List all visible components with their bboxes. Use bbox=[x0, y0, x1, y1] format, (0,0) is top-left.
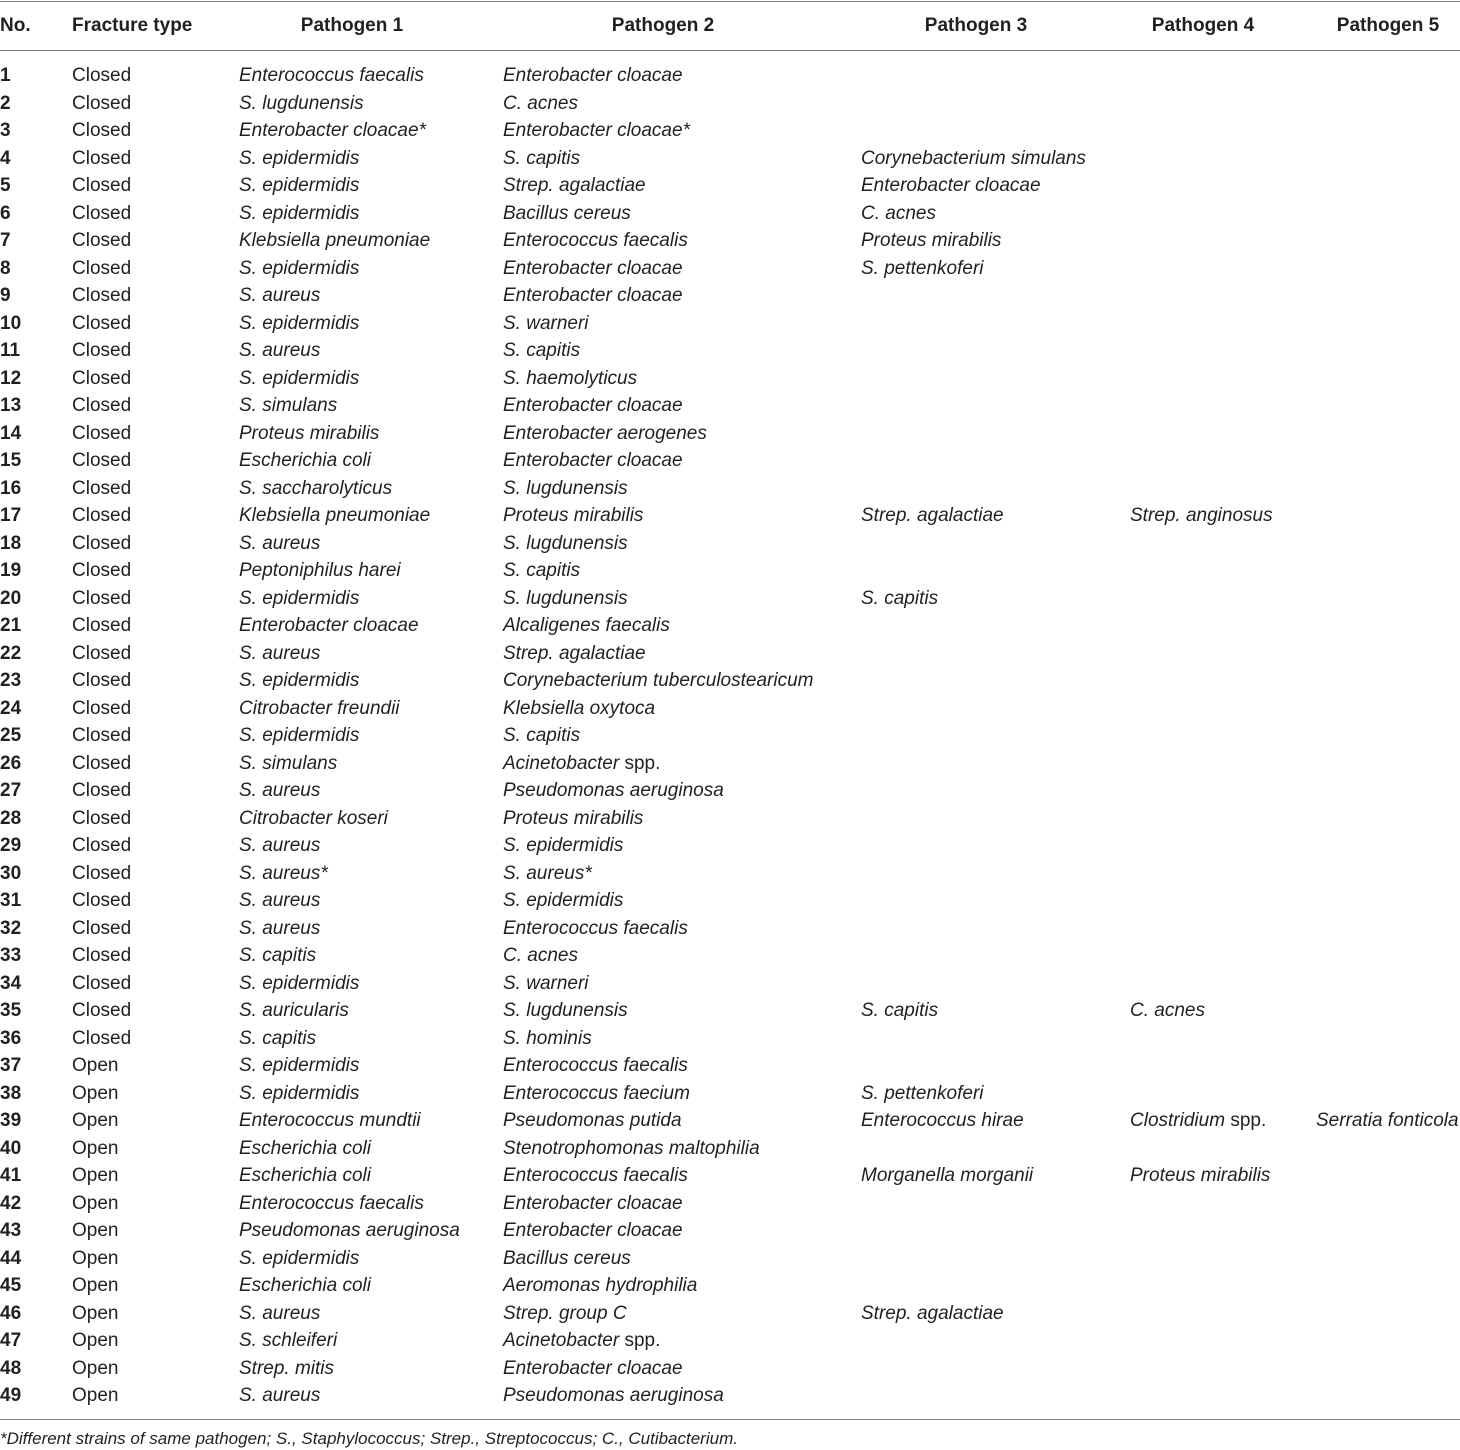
cell-pathogen-1: S. aureus bbox=[239, 917, 321, 939]
header-fracture-type: Fracture type bbox=[72, 15, 193, 36]
table-header bbox=[0, 0, 1460, 52]
cell-row-number: 32 bbox=[0, 917, 22, 939]
cell-pathogen-2: Enterococcus faecalis bbox=[503, 230, 688, 251]
table-row bbox=[0, 337, 1460, 365]
cell-pathogen-1: S. epidermidis bbox=[239, 1055, 360, 1076]
cell-row-number: 13 bbox=[0, 395, 22, 416]
table-row bbox=[0, 612, 1460, 640]
cell-fracture-type: Closed bbox=[72, 642, 132, 664]
table-row bbox=[0, 997, 1460, 1025]
cell-pathogen-2: S. warneri bbox=[503, 972, 589, 994]
cell-pathogen-2: S. hominis bbox=[503, 1027, 592, 1049]
cell-pathogen-1: S. aureus bbox=[239, 835, 321, 856]
cell-fracture-type: Closed bbox=[72, 835, 132, 856]
cell-pathogen-2: C. acnes bbox=[503, 92, 578, 114]
cell-row-number: 18 bbox=[0, 532, 22, 554]
cell-pathogen-2: Klebsiella oxytoca bbox=[503, 697, 656, 719]
cell-pathogen-1: Enterococcus faecalis bbox=[239, 65, 424, 86]
cell-pathogen-2: Enterococcus faecalis bbox=[503, 917, 688, 939]
cell-pathogen-1: Klebsiella pneumoniae bbox=[239, 505, 431, 526]
cell-pathogen-1: S. epidermidis bbox=[239, 175, 360, 196]
cell-pathogen-3: Enterococcus hirae bbox=[861, 1110, 1024, 1131]
table-row bbox=[0, 1355, 1460, 1383]
cell-fracture-type: Closed bbox=[72, 312, 132, 334]
cell-pathogen-1: S. aureus bbox=[239, 1302, 321, 1324]
cell-fracture-type: Open bbox=[72, 1165, 119, 1186]
cell-fracture-type: Closed bbox=[72, 560, 132, 581]
cell-pathogen-1: S. epidermidis bbox=[239, 147, 360, 169]
cell-fracture-type: Open bbox=[72, 1275, 119, 1296]
table-row bbox=[0, 392, 1460, 420]
cell-pathogen-2: C. acnes bbox=[503, 945, 578, 966]
cell-pathogen-1: Pseudomonas aeruginosa bbox=[239, 1220, 460, 1241]
cell-pathogen-2: Enterococcus faecalis bbox=[503, 1165, 688, 1186]
cell-fracture-type: Closed bbox=[72, 285, 132, 306]
cell-pathogen-2: Bacillus cereus bbox=[503, 202, 631, 224]
cell-pathogen-1: Escherichia coli bbox=[239, 1165, 371, 1186]
cell-pathogen-2: Strep. agalactiae bbox=[503, 642, 646, 664]
cell-pathogen-2: S. capitis bbox=[503, 340, 581, 361]
cell-fracture-type: Closed bbox=[72, 780, 132, 801]
cell-pathogen-1: S. epidermidis bbox=[239, 725, 360, 746]
cell-pathogen-1: S. aureus bbox=[239, 340, 321, 361]
cell-pathogen-1: S. schleiferi bbox=[239, 1330, 338, 1351]
cell-row-number: 10 bbox=[0, 312, 22, 334]
cell-pathogen-2: Enterobacter cloacae bbox=[503, 395, 683, 416]
table-row bbox=[0, 62, 1460, 90]
cell-row-number: 49 bbox=[0, 1385, 22, 1406]
cell-fracture-type: Closed bbox=[72, 972, 132, 994]
cell-pathogen-1: Citrobacter freundii bbox=[239, 697, 400, 719]
header-pathogen-1: Pathogen 1 bbox=[300, 15, 404, 36]
cell-pathogen-1: S. epidermidis bbox=[239, 587, 360, 609]
cell-pathogen-1: S. lugdunensis bbox=[239, 92, 364, 114]
header-no: No. bbox=[0, 15, 31, 36]
table-row bbox=[0, 90, 1460, 118]
cell-row-number: 6 bbox=[0, 202, 11, 224]
cell-fracture-type: Closed bbox=[72, 230, 132, 251]
cell-row-number: 28 bbox=[0, 807, 22, 829]
cell-row-number: 44 bbox=[0, 1247, 22, 1269]
table-row bbox=[0, 695, 1460, 723]
cell-pathogen-2: Enterococcus faecalis bbox=[503, 1055, 688, 1076]
cell-pathogen-1: S. epidermidis bbox=[239, 367, 360, 389]
cell-pathogen-2: S. warneri bbox=[503, 312, 589, 334]
cell-fracture-type: Closed bbox=[72, 917, 132, 939]
cell-fracture-type: Closed bbox=[72, 92, 132, 114]
cell-pathogen-1: S. aureus bbox=[239, 1385, 321, 1406]
cell-pathogen-2: Stenotrophomonas maltophilia bbox=[503, 1137, 760, 1159]
cell-pathogen-3: Proteus mirabilis bbox=[861, 230, 1002, 251]
cell-fracture-type: Closed bbox=[72, 862, 132, 884]
cell-pathogen-2: Pseudomonas aeruginosa bbox=[503, 780, 724, 801]
header-pathogen-4: Pathogen 4 bbox=[1151, 15, 1255, 36]
cell-row-number: 5 bbox=[0, 175, 11, 196]
table-row bbox=[0, 310, 1460, 338]
cell-row-number: 45 bbox=[0, 1275, 22, 1296]
table-row bbox=[0, 282, 1460, 310]
cell-pathogen-2: Strep. agalactiae bbox=[503, 175, 646, 196]
cell-pathogen-2: S. capitis bbox=[503, 725, 581, 746]
cell-pathogen-1: Klebsiella pneumoniae bbox=[239, 230, 431, 251]
table-row bbox=[0, 722, 1460, 750]
cell-row-number: 27 bbox=[0, 780, 22, 801]
table-row bbox=[0, 447, 1460, 475]
cell-pathogen-3: Corynebacterium simulans bbox=[861, 147, 1086, 169]
cell-fracture-type: Closed bbox=[72, 395, 132, 416]
cell-pathogen-1: S. epidermidis bbox=[239, 257, 360, 279]
table-row bbox=[0, 1217, 1460, 1245]
cell-fracture-type: Closed bbox=[72, 615, 132, 636]
header-pathogen-2: Pathogen 2 bbox=[611, 15, 715, 36]
cell-pathogen-1: Escherichia coli bbox=[239, 1137, 371, 1159]
cell-pathogen-2: Proteus mirabilis bbox=[503, 505, 644, 526]
cell-row-number: 19 bbox=[0, 560, 22, 581]
cell-pathogen-1: S. epidermidis bbox=[239, 1247, 360, 1269]
cell-pathogen-1: Escherichia coli bbox=[239, 450, 371, 471]
cell-fracture-type: Closed bbox=[72, 450, 132, 471]
cell-pathogen-2: Strep. group C bbox=[503, 1302, 627, 1324]
cell-fracture-type: Closed bbox=[72, 202, 132, 224]
cell-pathogen-2: Pseudomonas aeruginosa bbox=[503, 1385, 724, 1406]
cell-pathogen-3: Strep. agalactiae bbox=[861, 505, 1004, 526]
table-row bbox=[0, 1327, 1460, 1355]
header-pathogen-5: Pathogen 5 bbox=[1336, 15, 1440, 36]
cell-pathogen-1: S. aureus bbox=[239, 780, 321, 801]
cell-pathogen-1: S. aureus bbox=[239, 285, 321, 306]
cell-pathogen-2: Enterobacter cloacae bbox=[503, 1220, 683, 1241]
cell-fracture-type: Closed bbox=[72, 752, 132, 774]
cell-row-number: 35 bbox=[0, 1000, 22, 1021]
cell-fracture-type: Closed bbox=[72, 890, 132, 911]
cell-row-number: 48 bbox=[0, 1357, 22, 1379]
table-row bbox=[0, 227, 1460, 255]
cell-pathogen-1: Proteus mirabilis bbox=[239, 422, 380, 444]
cell-pathogen-2: Enterobacter cloacae bbox=[503, 285, 683, 306]
table-row bbox=[0, 255, 1460, 283]
table-row bbox=[0, 1272, 1460, 1300]
cell-pathogen-2: S. capitis bbox=[503, 560, 581, 581]
cell-row-number: 39 bbox=[0, 1110, 22, 1131]
cell-fracture-type: Open bbox=[72, 1055, 119, 1076]
cell-pathogen-2: S. lugdunensis bbox=[503, 1000, 628, 1021]
cell-fracture-type: Open bbox=[72, 1385, 119, 1406]
cell-pathogen-1: S. saccharolyticus bbox=[239, 477, 393, 499]
cell-row-number: 16 bbox=[0, 477, 22, 499]
cell-pathogen-4: C. acnes bbox=[1130, 1000, 1205, 1021]
cell-pathogen-2: S. lugdunensis bbox=[503, 587, 628, 609]
cell-pathogen-2: Acinetobacter spp. bbox=[503, 752, 661, 774]
cell-pathogen-1: Enterobacter cloacae* bbox=[239, 120, 426, 141]
cell-pathogen-1: Strep. mitis bbox=[239, 1357, 335, 1379]
table-row bbox=[0, 365, 1460, 393]
table-row bbox=[0, 777, 1460, 805]
cell-pathogen-2: Acinetobacter spp. bbox=[503, 1330, 661, 1351]
cell-pathogen-2: Enterobacter cloacae* bbox=[503, 120, 690, 141]
cell-pathogen-1: S. epidermidis bbox=[239, 312, 360, 334]
table-row bbox=[0, 200, 1460, 228]
table-row bbox=[0, 420, 1460, 448]
table-row bbox=[0, 1135, 1460, 1163]
cell-pathogen-3: S. pettenkoferi bbox=[861, 257, 984, 279]
cell-fracture-type: Open bbox=[72, 1247, 119, 1269]
cell-pathogen-2: S. lugdunensis bbox=[503, 477, 628, 499]
cell-pathogen-2: S. epidermidis bbox=[503, 890, 624, 911]
table-row bbox=[0, 942, 1460, 970]
cell-pathogen-3: S. capitis bbox=[861, 1000, 939, 1021]
table-row bbox=[0, 1245, 1460, 1273]
cell-row-number: 31 bbox=[0, 890, 22, 911]
cell-pathogen-2: Enterobacter cloacae bbox=[503, 1192, 683, 1214]
cell-pathogen-1: S. aureus bbox=[239, 642, 321, 664]
cell-row-number: 26 bbox=[0, 752, 22, 774]
cell-pathogen-3: S. pettenkoferi bbox=[861, 1082, 984, 1104]
cell-pathogen-2: Aeromonas hydrophilia bbox=[503, 1275, 698, 1296]
cell-fracture-type: Closed bbox=[72, 477, 132, 499]
table-row bbox=[0, 750, 1460, 778]
cell-row-number: 15 bbox=[0, 450, 22, 471]
cell-fracture-type: Open bbox=[72, 1082, 119, 1104]
cell-pathogen-2: Pseudomonas putida bbox=[503, 1110, 682, 1131]
cell-pathogen-2: Proteus mirabilis bbox=[503, 807, 644, 829]
cell-pathogen-1: S. aureus* bbox=[239, 862, 328, 884]
cell-row-number: 24 bbox=[0, 697, 22, 719]
cell-pathogen-3: Enterobacter cloacae bbox=[861, 175, 1041, 196]
cell-pathogen-1: S. capitis bbox=[239, 945, 317, 966]
table-row bbox=[0, 1025, 1460, 1053]
cell-pathogen-2: Enterobacter cloacae bbox=[503, 1357, 683, 1379]
cell-fracture-type: Open bbox=[72, 1137, 119, 1159]
cell-pathogen-2: S. haemolyticus bbox=[503, 367, 638, 389]
table-bottom-rule bbox=[0, 1419, 1460, 1420]
cell-row-number: 21 bbox=[0, 615, 22, 636]
cell-pathogen-1: S. epidermidis bbox=[239, 1082, 360, 1104]
cell-row-number: 34 bbox=[0, 972, 22, 994]
cell-pathogen-4: Clostridium spp. bbox=[1130, 1110, 1267, 1131]
table-row bbox=[0, 117, 1460, 145]
cell-row-number: 17 bbox=[0, 505, 22, 526]
cell-pathogen-1: S. aureus bbox=[239, 890, 321, 911]
cell-fracture-type: Closed bbox=[72, 532, 132, 554]
table-row bbox=[0, 585, 1460, 613]
cell-fracture-type: Closed bbox=[72, 1027, 132, 1049]
cell-fracture-type: Closed bbox=[72, 120, 132, 141]
table-row bbox=[0, 1190, 1460, 1218]
cell-row-number: 23 bbox=[0, 670, 22, 691]
cell-pathogen-2: S. aureus* bbox=[503, 862, 592, 884]
cell-pathogen-3: C. acnes bbox=[861, 202, 936, 224]
cell-pathogen-2: Enterobacter cloacae bbox=[503, 450, 683, 471]
cell-fracture-type: Open bbox=[72, 1192, 119, 1214]
cell-row-number: 9 bbox=[0, 285, 11, 306]
cell-fracture-type: Closed bbox=[72, 147, 132, 169]
cell-row-number: 20 bbox=[0, 587, 22, 609]
cell-pathogen-1: S. epidermidis bbox=[239, 972, 360, 994]
table-row bbox=[0, 530, 1460, 558]
cell-pathogen-4: Strep. anginosus bbox=[1130, 505, 1273, 526]
cell-pathogen-2: S. lugdunensis bbox=[503, 532, 628, 554]
cell-pathogen-5: Serratia fonticola bbox=[1316, 1110, 1459, 1131]
table-row bbox=[0, 1107, 1460, 1135]
cell-pathogen-3: Morganella morganii bbox=[861, 1165, 1034, 1186]
cell-fracture-type: Closed bbox=[72, 945, 132, 966]
table-row bbox=[0, 475, 1460, 503]
cell-row-number: 22 bbox=[0, 642, 22, 664]
cell-pathogen-2: Bacillus cereus bbox=[503, 1247, 631, 1269]
cell-fracture-type: Closed bbox=[72, 725, 132, 746]
cell-pathogen-1: S. simulans bbox=[239, 752, 338, 774]
cell-fracture-type: Closed bbox=[72, 340, 132, 361]
table-row bbox=[0, 640, 1460, 668]
cell-pathogen-2: S. capitis bbox=[503, 147, 581, 169]
cell-fracture-type: Closed bbox=[72, 257, 132, 279]
cell-row-number: 40 bbox=[0, 1137, 22, 1159]
cell-fracture-type: Open bbox=[72, 1110, 119, 1131]
cell-row-number: 11 bbox=[0, 340, 21, 361]
cell-pathogen-1: S. capitis bbox=[239, 1027, 317, 1049]
cell-pathogen-1: Escherichia coli bbox=[239, 1275, 371, 1296]
table-row bbox=[0, 557, 1460, 585]
cell-fracture-type: Closed bbox=[72, 1000, 132, 1021]
cell-row-number: 41 bbox=[0, 1165, 22, 1186]
cell-pathogen-1: S. epidermidis bbox=[239, 202, 360, 224]
cell-row-number: 42 bbox=[0, 1192, 22, 1214]
cell-row-number: 30 bbox=[0, 862, 22, 884]
cell-fracture-type: Closed bbox=[72, 505, 132, 526]
cell-pathogen-1: Citrobacter koseri bbox=[239, 807, 388, 829]
cell-pathogen-3: S. capitis bbox=[861, 587, 939, 609]
cell-row-number: 1 bbox=[0, 65, 11, 86]
cell-pathogen-2: Corynebacterium tuberculostearicum bbox=[503, 670, 814, 691]
cell-pathogen-2: Enterobacter cloacae bbox=[503, 257, 683, 279]
table-header-rule bbox=[0, 50, 1460, 51]
table-row bbox=[0, 667, 1460, 695]
cell-pathogen-1: Enterococcus faecalis bbox=[239, 1192, 424, 1214]
cell-row-number: 37 bbox=[0, 1055, 22, 1076]
cell-fracture-type: Open bbox=[72, 1357, 119, 1379]
cell-fracture-type: Closed bbox=[72, 422, 132, 444]
cell-pathogen-2: Enterococcus faecium bbox=[503, 1082, 690, 1104]
table-row bbox=[0, 832, 1460, 860]
cell-pathogen-2: Enterobacter aerogenes bbox=[503, 422, 707, 444]
cell-fracture-type: Closed bbox=[72, 697, 132, 719]
cell-pathogen-2: Alcaligenes faecalis bbox=[503, 615, 670, 636]
table-row bbox=[0, 860, 1460, 888]
cell-fracture-type: Closed bbox=[72, 65, 132, 86]
cell-row-number: 12 bbox=[0, 367, 22, 389]
cell-fracture-type: Closed bbox=[72, 670, 132, 691]
header-pathogen-3: Pathogen 3 bbox=[924, 15, 1028, 36]
cell-row-number: 14 bbox=[0, 422, 22, 444]
cell-row-number: 4 bbox=[0, 147, 11, 169]
table-row bbox=[0, 1162, 1460, 1190]
table-row bbox=[0, 1300, 1460, 1328]
cell-row-number: 38 bbox=[0, 1082, 22, 1104]
table-row bbox=[0, 915, 1460, 943]
cell-fracture-type: Open bbox=[72, 1302, 119, 1324]
cell-fracture-type: Closed bbox=[72, 587, 132, 609]
cell-fracture-type: Open bbox=[72, 1330, 119, 1351]
table-row bbox=[0, 145, 1460, 173]
cell-pathogen-2: S. epidermidis bbox=[503, 835, 624, 856]
cell-row-number: 8 bbox=[0, 257, 11, 279]
table-footnote: *Different strains of same pathogen; S., Staphylococcus; Strep., Streptococcus; C., Cutibacterium. bbox=[0, 1429, 738, 1448]
cell-pathogen-2: Enterobacter cloacae bbox=[503, 65, 683, 86]
cell-pathogen-1: S. aureus bbox=[239, 532, 321, 554]
cell-row-number: 7 bbox=[0, 230, 11, 251]
cell-fracture-type: Closed bbox=[72, 367, 132, 389]
cell-row-number: 25 bbox=[0, 725, 22, 746]
cell-row-number: 3 bbox=[0, 120, 11, 141]
cell-fracture-type: Closed bbox=[72, 807, 132, 829]
cell-row-number: 33 bbox=[0, 945, 22, 966]
cell-pathogen-1: Enterobacter cloacae bbox=[239, 615, 419, 636]
cell-row-number: 47 bbox=[0, 1330, 22, 1351]
cell-pathogen-1: S. auricularis bbox=[239, 1000, 349, 1021]
cell-pathogen-1: Enterococcus mundtii bbox=[239, 1110, 421, 1131]
cell-fracture-type: Closed bbox=[72, 175, 132, 196]
cell-pathogen-3: Strep. agalactiae bbox=[861, 1302, 1004, 1324]
cell-row-number: 36 bbox=[0, 1027, 22, 1049]
table-row bbox=[0, 805, 1460, 833]
table-row bbox=[0, 1080, 1460, 1108]
cell-row-number: 29 bbox=[0, 835, 22, 856]
table-row bbox=[0, 970, 1460, 998]
cell-pathogen-1: Peptoniphilus harei bbox=[239, 560, 401, 581]
table-row bbox=[0, 502, 1460, 530]
cell-pathogen-1: S. simulans bbox=[239, 395, 338, 416]
cell-pathogen-4: Proteus mirabilis bbox=[1130, 1165, 1271, 1186]
cell-row-number: 2 bbox=[0, 92, 11, 114]
table-row bbox=[0, 1052, 1460, 1080]
table-row bbox=[0, 1382, 1460, 1410]
cell-pathogen-1: S. epidermidis bbox=[239, 670, 360, 691]
table-row bbox=[0, 887, 1460, 915]
cell-row-number: 46 bbox=[0, 1302, 22, 1324]
cell-fracture-type: Open bbox=[72, 1220, 119, 1241]
table-row bbox=[0, 172, 1460, 200]
cell-row-number: 43 bbox=[0, 1220, 22, 1241]
